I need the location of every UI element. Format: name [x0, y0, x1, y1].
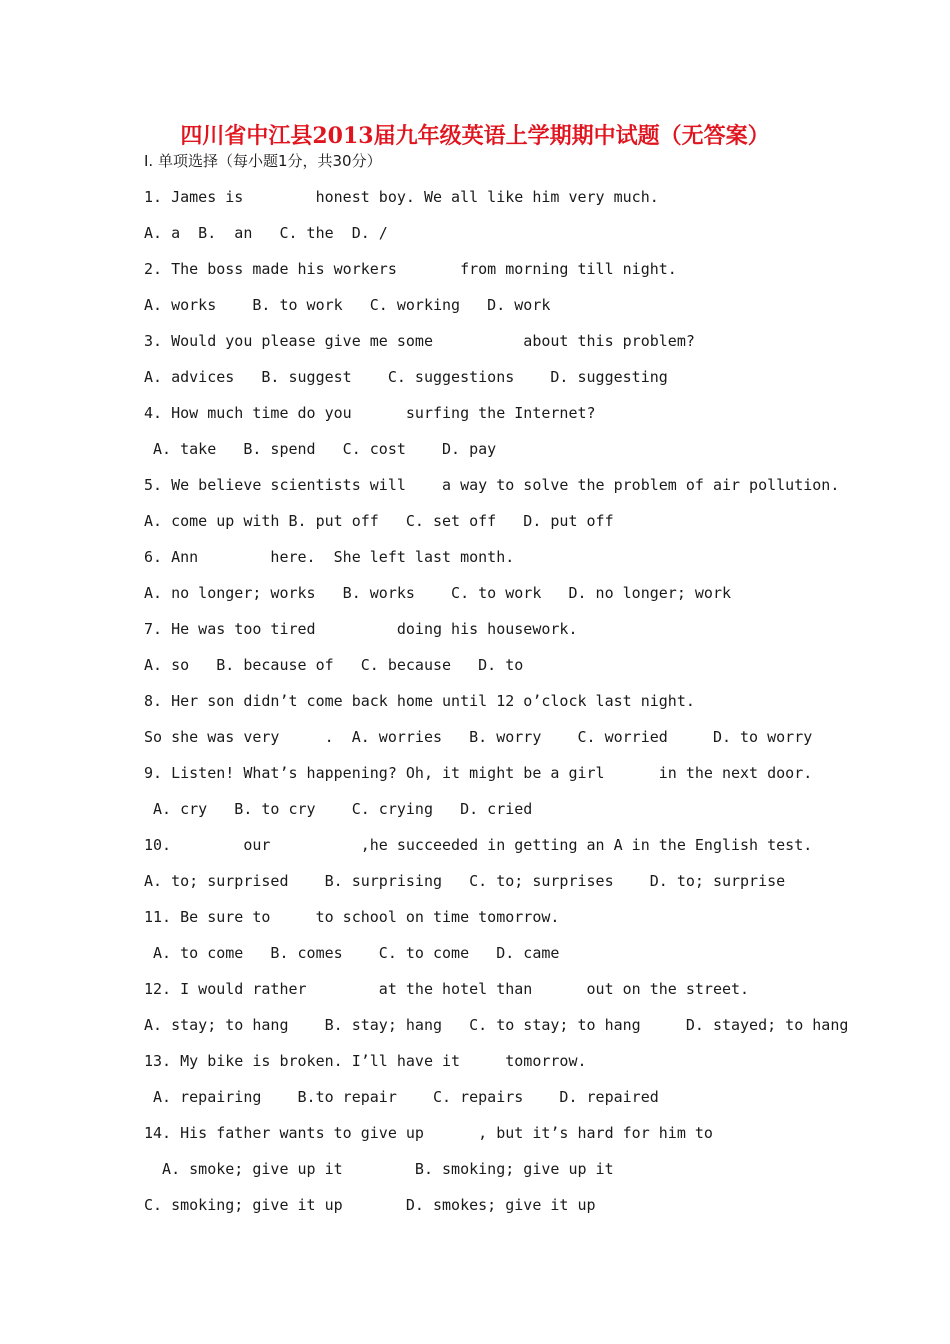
question-1-options: A. a B. an C. the D. /	[144, 224, 388, 242]
question-9-stem: 9. Listen! What’s happening? Oh, it might be a girl in the next door.	[144, 764, 813, 782]
question-7-stem: 7. He was too tired doing his housework.	[144, 620, 578, 638]
question-6-options: A. no longer; works B. works C. to work D. no longer; work	[144, 584, 731, 602]
question-3-stem: 3. Would you please give me some about this problem?	[144, 332, 695, 350]
section-heading: I. 单项选择（每小题1分，共30分）	[144, 152, 382, 170]
question-2-stem: 2. The boss made his workers from morning till night.	[144, 260, 677, 278]
question-13-options: A. repairing B.to repair C. repairs D. repaired	[144, 1088, 659, 1106]
question-9-options: A. cry B. to cry C. crying D. cried	[144, 800, 533, 818]
question-10-options: A. to; surprised B. surprising C. to; surprises D. to; surprise	[144, 872, 786, 890]
question-7-options: A. so B. because of C. because D. to	[144, 656, 524, 674]
question-6-stem: 6. Ann here. She left last month.	[144, 548, 515, 566]
question-2-options: A. works B. to work C. working D. work	[144, 296, 551, 314]
question-13-stem: 13. My bike is broken. I’ll have it tomorrow.	[144, 1052, 587, 1070]
question-8-options: So she was very . A. worries B. worry C. worried D. to worry	[144, 728, 813, 746]
question-5-options: A. come up with B. put off C. set off D. put off	[144, 512, 614, 530]
question-12-stem: 12. I would rather at the hotel than out on the street.	[144, 980, 750, 998]
question-list	[144, 148, 924, 1228]
question-14-options-ab: A. smoke; give up it B. smoking; give up it	[144, 1160, 614, 1178]
question-14-stem: 14. His father wants to give up , but it’s hard for him to	[144, 1124, 713, 1142]
question-4-options: A. take B. spend C. cost D. pay	[144, 440, 497, 458]
question-3-options: A. advices B. suggest C. suggestions D. suggesting	[144, 368, 668, 386]
document-title: 四川省中江县2013届九年级英语上学期期中试题（无答案）	[180, 123, 770, 149]
question-1-stem: 1. James is honest boy. We all like him very much.	[144, 188, 659, 206]
question-8-stem: 8. Her son didn’t come back home until 12 o’clock last night.	[144, 692, 695, 710]
question-11-stem: 11. Be sure to to school on time tomorrow.	[144, 908, 560, 926]
question-11-options: A. to come B. comes C. to come D. came	[144, 944, 560, 962]
question-5-stem: 5. We believe scientists will a way to solve the problem of air pollution.	[144, 476, 840, 494]
question-14-options-cd: C. smoking; give it up D. smokes; give it up	[144, 1196, 596, 1214]
question-10-stem: 10. our ,he succeeded in getting an A in the English test.	[144, 836, 813, 854]
question-12-options: A. stay; to hang B. stay; hang C. to stay; to hang D. stayed; to hang	[144, 1016, 849, 1034]
question-4-stem: 4. How much time do you surfing the Internet?	[144, 404, 596, 422]
